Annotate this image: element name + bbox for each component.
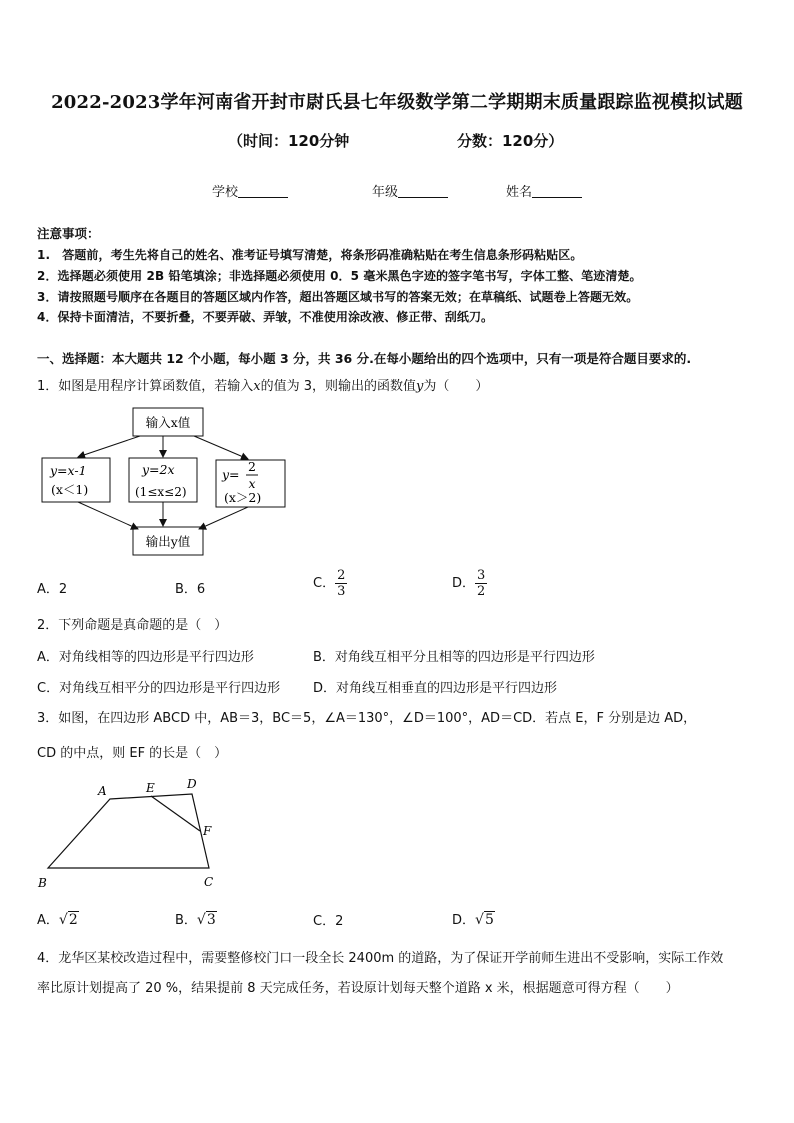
school-blank xyxy=(238,183,288,198)
q3-quadrilateral-figure xyxy=(34,774,224,892)
question-2-text: 2．下列命题是真命题的是（ ） xyxy=(37,618,228,633)
q1-option-c-label: C． xyxy=(313,576,336,591)
question-4-line-2: 率比原计划提高了 20 %，结果提前 8 天完成任务，若设原计划每天整个道路 x 米，根据题意可得方程（ ） xyxy=(37,981,679,996)
question-3-line-1: 3．如图，在四边形 ABCD 中，AB＝3，BC＝5，∠A＝130°，∠D＝100°，AD＝CD．若点 E，F 分别是边 AD， xyxy=(37,711,697,726)
q3-option-b-label: B． xyxy=(175,913,197,928)
sqrt-expression: √2 xyxy=(58,912,78,928)
q1-option-d-fraction xyxy=(475,568,487,599)
radicand: 5 xyxy=(484,912,494,928)
exam-time: （时间：120分钟 xyxy=(228,132,350,150)
q3-option-a xyxy=(37,909,79,928)
fraction-numerator: 3 xyxy=(477,568,486,583)
q3-option-d-label: D． xyxy=(452,913,476,928)
name-field xyxy=(506,181,582,200)
q2-option-b: B．对角线互相平分且相等的四边形是平行四边形 xyxy=(313,650,595,665)
note-item: 1. 答题前，考生先将自己的姓名、准考证号填写清楚，将条形码准确粘贴在考生信息条形码粘贴区。 xyxy=(37,248,583,262)
question-3-line-2: CD 的中点，则 EF 的长是（ ） xyxy=(37,746,228,761)
q1-text-b: 的值为 3，则输出的函数值 xyxy=(260,379,417,394)
q1-option-c xyxy=(313,568,347,599)
vertex-a-label: A xyxy=(98,784,107,798)
vertex-b-label: B xyxy=(38,876,47,890)
name-blank xyxy=(532,183,582,198)
flow-arrow xyxy=(199,507,248,529)
q3-option-d xyxy=(452,909,495,928)
q1-option-c-fraction xyxy=(335,568,347,599)
q1-flowchart xyxy=(34,405,304,563)
flow-arrow xyxy=(78,436,140,457)
grade-field xyxy=(372,181,448,200)
radicand: 2 xyxy=(68,912,78,928)
fraction-denominator: 3 xyxy=(337,584,346,599)
flow-box-1-formula: y=x-1 xyxy=(50,463,87,478)
point-e-label: E xyxy=(146,781,155,795)
flow-arrow xyxy=(78,502,138,529)
flow-box-1-condition: (x＜1) xyxy=(51,482,89,497)
q2-option-a: A．对角线相等的四边形是平行四边形 xyxy=(37,650,254,665)
q1-var-x: x xyxy=(253,379,261,394)
flow-arrow xyxy=(194,436,248,459)
grade-label: 年级 xyxy=(372,185,399,200)
note-item: 3．请按照题号顺序在各题目的答题区域内作答，超出答题区域书写的答案无效；在草稿纸、试题卷上答题无效。 xyxy=(37,290,639,304)
vertex-c-label: C xyxy=(204,875,214,889)
fraction-denominator: 2 xyxy=(477,584,486,599)
school-field xyxy=(212,181,288,200)
sqrt-expression: √3 xyxy=(196,912,216,928)
point-f-label: F xyxy=(203,824,212,838)
note-item: 2．选择题必须使用 2B 铅笔填涂；非选择题必须使用 0．5 毫米黑色字迹的签字笔书写，字体工整、笔迹清楚。 xyxy=(37,269,642,283)
q1-text-c: 为（ ） xyxy=(423,379,489,394)
q1-var-y: y xyxy=(416,379,424,394)
flow-box-2-condition: (1≤x≤2) xyxy=(135,485,187,499)
q2-option-d: D．对角线互相垂直的四边形是平行四边形 xyxy=(313,681,558,696)
segment-ef xyxy=(151,796,200,831)
flow-box-3-denominator: x xyxy=(248,476,256,491)
radicand: 3 xyxy=(206,912,216,928)
vertex-d-label: D xyxy=(187,777,197,791)
flow-box-3-numerator: 2 xyxy=(248,459,256,474)
flow-input-label: 输入x值 xyxy=(145,415,191,430)
flow-box-3-condition: (x＞2) xyxy=(224,490,262,505)
question-1-text xyxy=(37,375,488,394)
note-item: 4．保持卡面清洁，不要折叠，不要弄破、弄皱，不准使用涂改液、修正带、刮纸刀。 xyxy=(37,310,494,324)
section-heading: 一、选择题：本大题共 12 个小题，每小题 3 分，共 36 分.在每小题给出的四个选项中，只有一项是符合题目要求的. xyxy=(37,351,692,366)
q1-option-a: A．2 xyxy=(37,582,68,597)
grade-blank xyxy=(398,183,448,198)
school-label: 学校 xyxy=(212,185,239,200)
notes-heading: 注意事项： xyxy=(37,226,100,241)
question-4-line-1: 4．龙华区某校改造过程中，需要整修校门口一段全长 2400m 的道路，为了保证开学前师生进出不受影响，实际工作效 xyxy=(37,951,724,966)
q3-option-a-label: A． xyxy=(37,913,59,928)
fraction-numerator: 2 xyxy=(337,568,346,583)
name-label: 姓名 xyxy=(506,185,533,200)
sqrt-expression: √5 xyxy=(475,912,494,928)
quadrilateral-abcd xyxy=(48,794,209,868)
q1-option-d xyxy=(452,568,487,599)
q1-option-b: B．6 xyxy=(175,582,206,597)
exam-title: 2022-2023学年河南省开封市尉氏县七年级数学第二学期期末质量跟踪监视模拟试题 xyxy=(51,92,743,113)
q2-option-c: C．对角线互相平分的四边形是平行四边形 xyxy=(37,681,281,696)
q1-option-d-label: D． xyxy=(452,576,476,591)
flow-output-label: 输出y值 xyxy=(145,534,191,549)
flow-box-2-formula: y=2x xyxy=(142,462,175,477)
exam-score: 分数：120分） xyxy=(457,132,564,150)
q3-option-c: C．2 xyxy=(313,914,344,929)
q1-text-a: 1．如图是用程序计算函数值，若输入 xyxy=(37,379,254,394)
q3-option-b xyxy=(175,909,217,928)
flow-box-3-prefix: y= xyxy=(222,467,240,482)
